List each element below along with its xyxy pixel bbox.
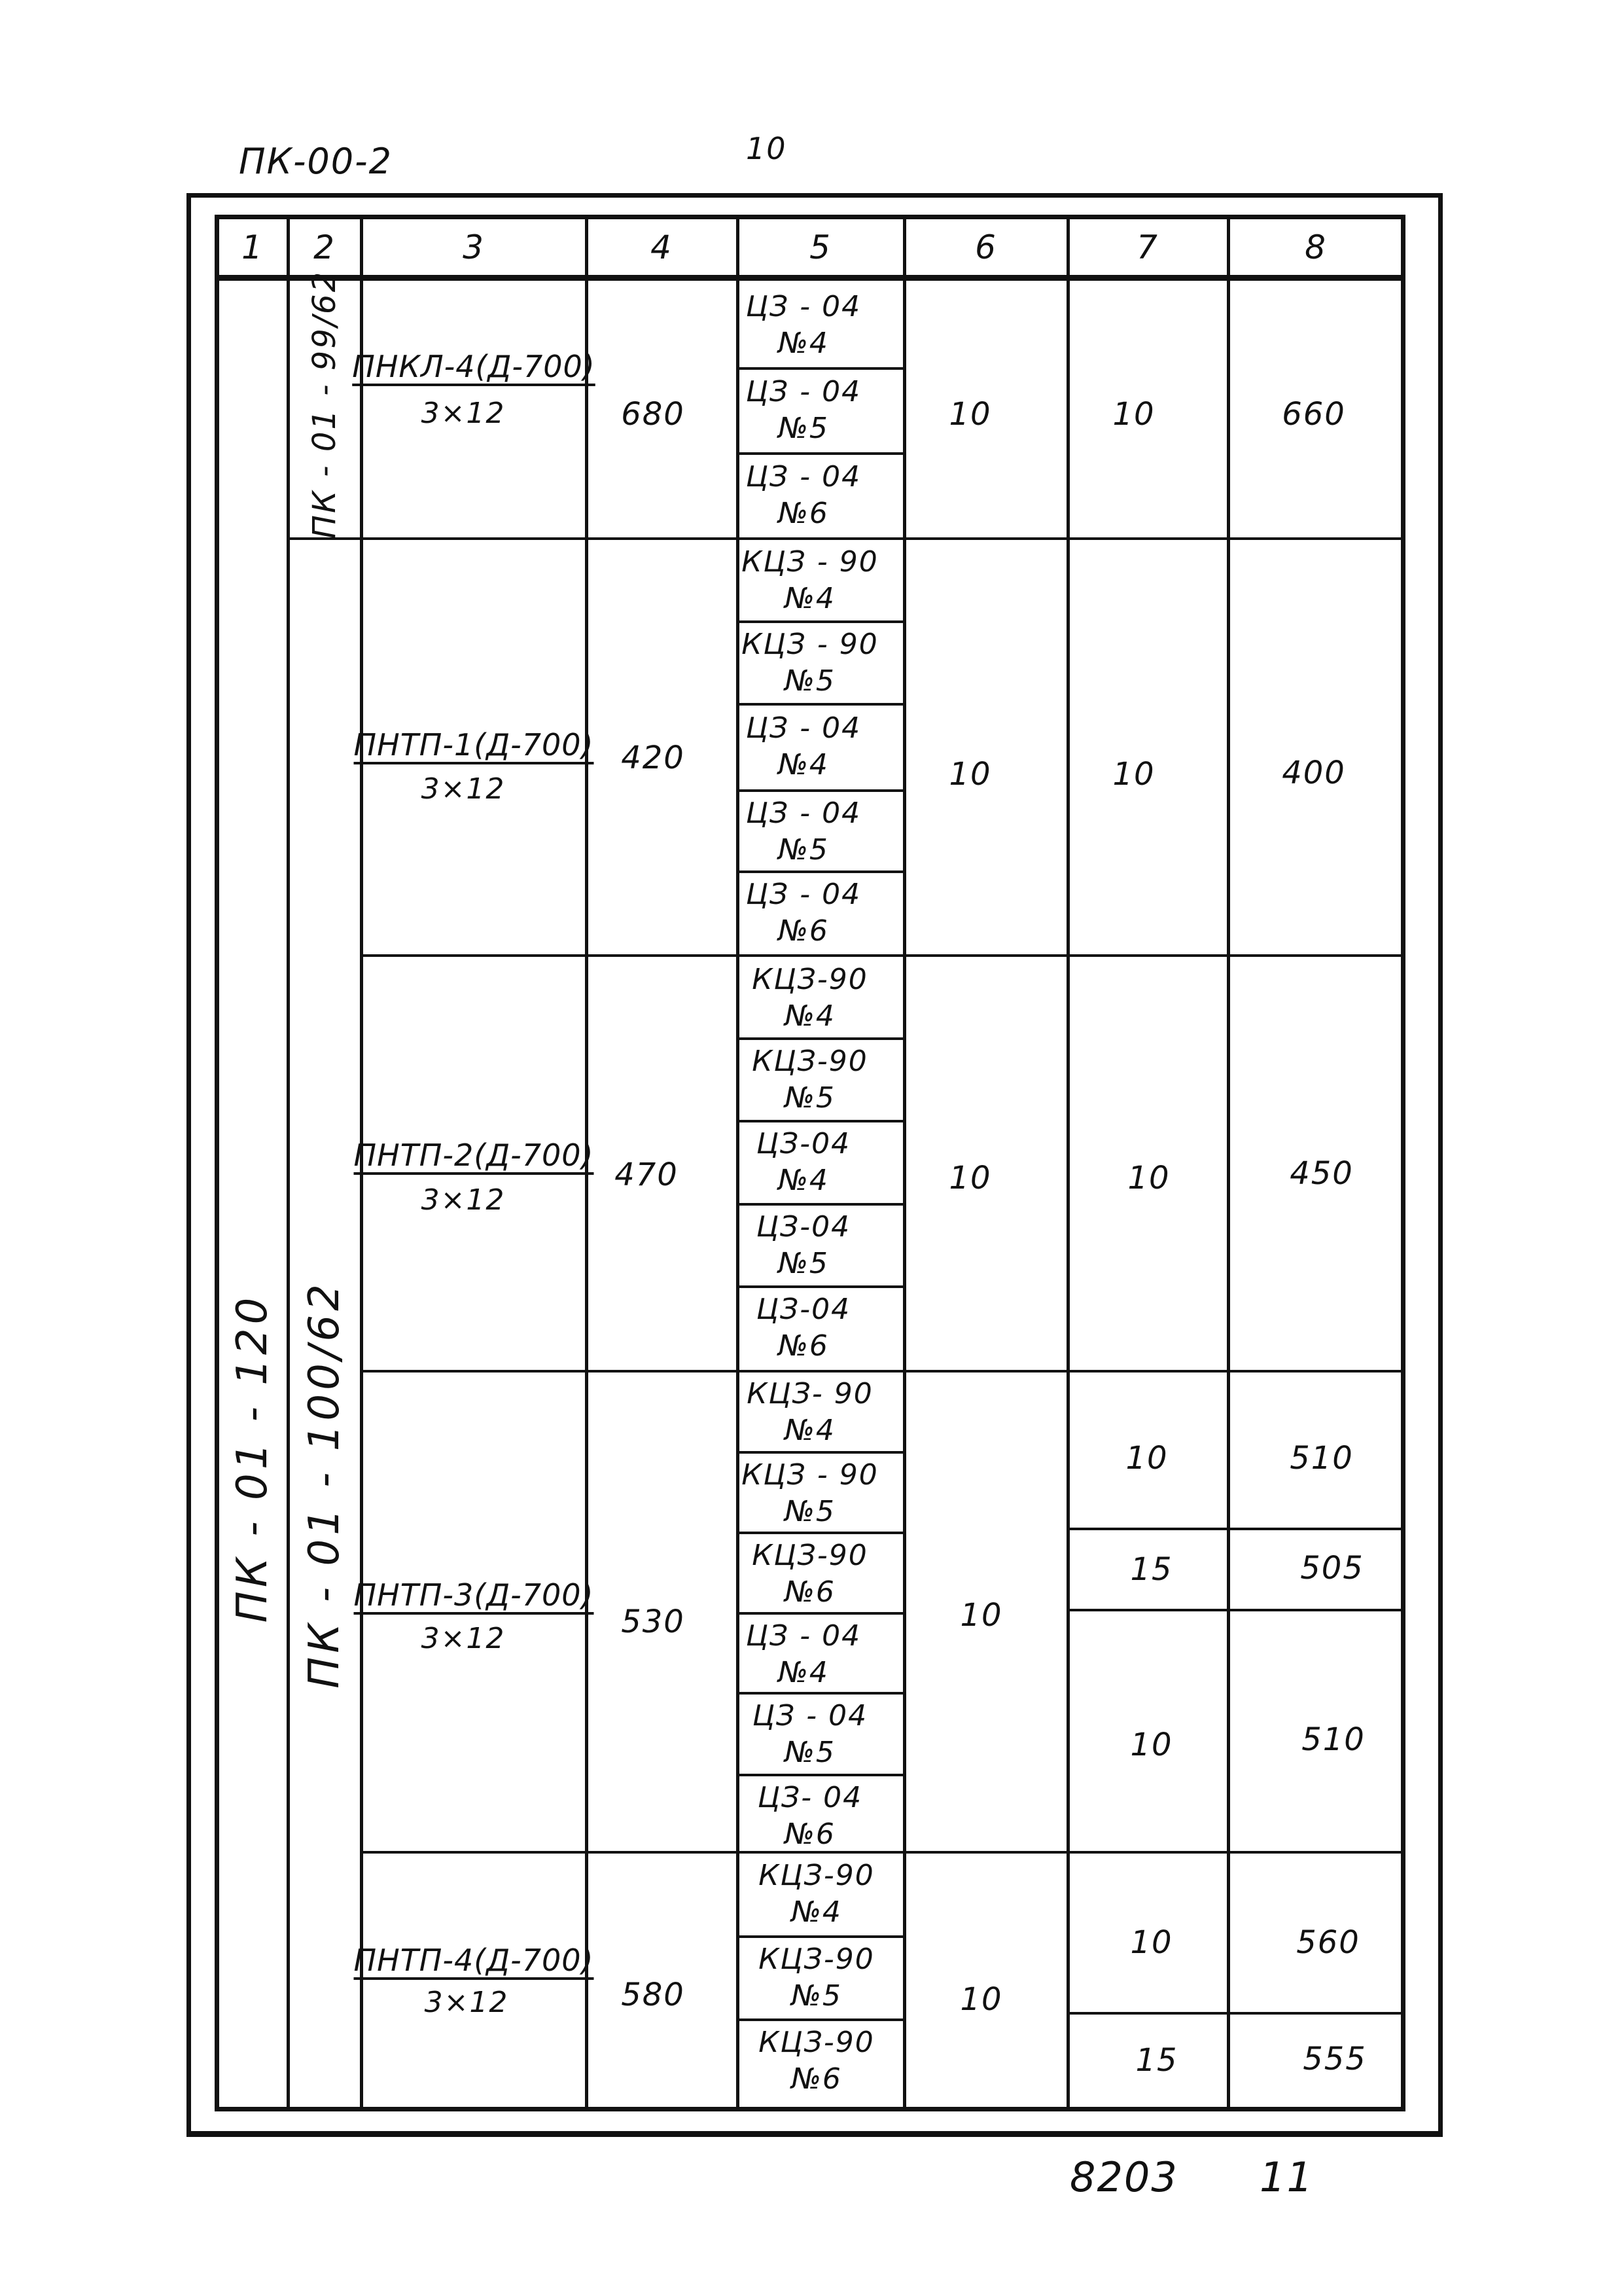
product-size: 3×12: [421, 1622, 506, 1655]
col4-value: 530: [621, 1604, 685, 1640]
col4-value: 420: [621, 740, 685, 776]
col78-divider: [1067, 1609, 1401, 1611]
group-divider-3: [360, 1370, 1401, 1372]
header-col-1: 1: [241, 228, 264, 266]
part-divider: [736, 870, 906, 873]
col8-value: 505: [1300, 1550, 1364, 1587]
col7-value: 15: [1135, 2042, 1178, 2079]
part-cell: КЦЗ-90 №5: [758, 1943, 875, 2013]
part-cell: ЦЗ - 04 №5: [752, 1699, 868, 1769]
part-cell: ЦЗ-04 №4: [756, 1127, 851, 1197]
col-divider-1: [287, 215, 290, 2111]
part-divider: [736, 1532, 906, 1534]
part-divider: [736, 620, 906, 623]
col-divider-7: [1227, 215, 1230, 2111]
col-divider-4: [736, 215, 739, 2111]
part-divider: [736, 2018, 906, 2021]
part-cell: КЦЗ - 90 №5: [741, 1458, 879, 1528]
part-cell: КЦЗ-90 №6: [752, 1539, 868, 1609]
col-divider-5: [903, 215, 906, 2111]
col2-group-label: ПК - 01 - 100/62: [300, 1280, 349, 1689]
part-divider: [736, 452, 906, 455]
col8-value: 510: [1290, 1440, 1354, 1477]
col8-value: 450: [1290, 1155, 1354, 1192]
part-divider: [736, 367, 906, 370]
part-divider: [736, 1203, 906, 1206]
col8-value: 560: [1296, 1924, 1360, 1961]
col-divider-6: [1067, 215, 1070, 2111]
part-cell: КЦЗ - 90 №5: [741, 628, 879, 698]
header-col-7: 7: [1137, 228, 1159, 266]
col2-group-label: ПК - 01 - 99/62: [306, 270, 343, 539]
part-cell: ЦЗ - 04 №5: [745, 375, 862, 445]
col1-section-label: ПК - 01 - 120: [228, 1293, 277, 1623]
product-mark: ПНТП-3(Д-700): [353, 1577, 594, 1613]
col7-value: 10: [1130, 1727, 1173, 1763]
part-divider: [736, 1774, 906, 1776]
col78-divider: [1067, 1528, 1401, 1530]
part-cell: ЦЗ - 04 №4: [745, 290, 862, 360]
col8-value: 555: [1303, 2041, 1367, 2077]
header-col-2: 2: [313, 228, 336, 266]
col7-value: 10: [1130, 1924, 1173, 1961]
col8-value: 400: [1282, 755, 1346, 791]
table-right-border: [1401, 215, 1405, 2111]
part-divider: [736, 789, 906, 792]
part-cell: КЦЗ - 90 №4: [741, 545, 879, 615]
part-cell: ЦЗ - 04 №4: [745, 1619, 862, 1689]
part-cell: ЦЗ - 04 №6: [745, 878, 862, 948]
table-left-border: [215, 215, 219, 2111]
part-cell: ЦЗ-04 №5: [756, 1210, 851, 1280]
col8-value: 510: [1301, 1721, 1366, 1758]
product-mark: ПНТП-2(Д-700): [353, 1138, 594, 1173]
col78-divider: [1067, 2012, 1401, 2015]
part-divider: [736, 1120, 906, 1122]
product-size: 3×12: [421, 1183, 506, 1217]
part-cell: ЦЗ - 04 №4: [745, 711, 862, 781]
product-mark: ПНТП-1(Д-700): [353, 727, 594, 762]
part-cell: КЦЗ-90 №4: [758, 1859, 875, 1929]
col6-value: 10: [960, 1597, 1003, 1634]
product-size: 3×12: [424, 1986, 509, 2019]
group-divider-4: [360, 1851, 1401, 1854]
part-divider: [736, 703, 906, 706]
header-col-6: 6: [975, 228, 997, 266]
footer-sheet: 11: [1260, 2153, 1314, 2201]
col4-value: 470: [614, 1157, 679, 1193]
col7-value: 10: [1112, 396, 1156, 433]
col6-value: 10: [949, 1160, 992, 1196]
part-cell: ЦЗ - 04 №5: [745, 797, 862, 867]
product-mark: ПНТП-4(Д-700): [353, 1943, 594, 1978]
part-cell: КЦЗ- 90 №4: [747, 1377, 874, 1447]
part-cell: ЦЗ - 04 №6: [745, 460, 862, 530]
header-col-3: 3: [463, 228, 485, 266]
col8-value: 660: [1282, 396, 1346, 433]
group-divider-2: [360, 954, 1401, 957]
product-size: 3×12: [421, 397, 506, 430]
footer-number: 8203: [1070, 2153, 1178, 2201]
col6-value: 10: [949, 756, 992, 793]
part-cell: КЦЗ-90 №6: [758, 2026, 875, 2096]
part-cell: ЦЗ- 04 №6: [757, 1781, 863, 1851]
page-number: 10: [746, 131, 787, 166]
col7-value: 10: [1112, 756, 1156, 793]
product-size: 3×12: [421, 772, 506, 806]
specification-table: [215, 215, 1405, 2111]
col7-value: 10: [1125, 1440, 1169, 1477]
col4-value: 680: [621, 396, 685, 433]
col7-value: 10: [1127, 1160, 1171, 1196]
header-col-4: 4: [650, 228, 673, 266]
part-divider: [736, 1692, 906, 1695]
col6-value: 10: [949, 396, 992, 433]
part-cell: КЦЗ-90 №4: [752, 963, 868, 1033]
header-col-5: 5: [809, 228, 832, 266]
part-cell: ЦЗ-04 №6: [756, 1293, 851, 1363]
part-divider: [736, 1037, 906, 1040]
col6-value: 10: [960, 1981, 1003, 2018]
part-divider: [736, 1935, 906, 1938]
header-col-8: 8: [1305, 228, 1327, 266]
document-code: ПК-00-2: [239, 141, 393, 182]
col2-group-divider: [287, 537, 1401, 540]
col7-value: 15: [1130, 1551, 1173, 1588]
part-divider: [736, 1612, 906, 1615]
part-divider: [736, 1451, 906, 1454]
product-mark: ПНКЛ-4(Д-700): [352, 349, 595, 384]
part-divider: [736, 1285, 906, 1288]
part-cell: КЦЗ-90 №5: [752, 1045, 868, 1115]
col4-value: 580: [621, 1977, 685, 2013]
